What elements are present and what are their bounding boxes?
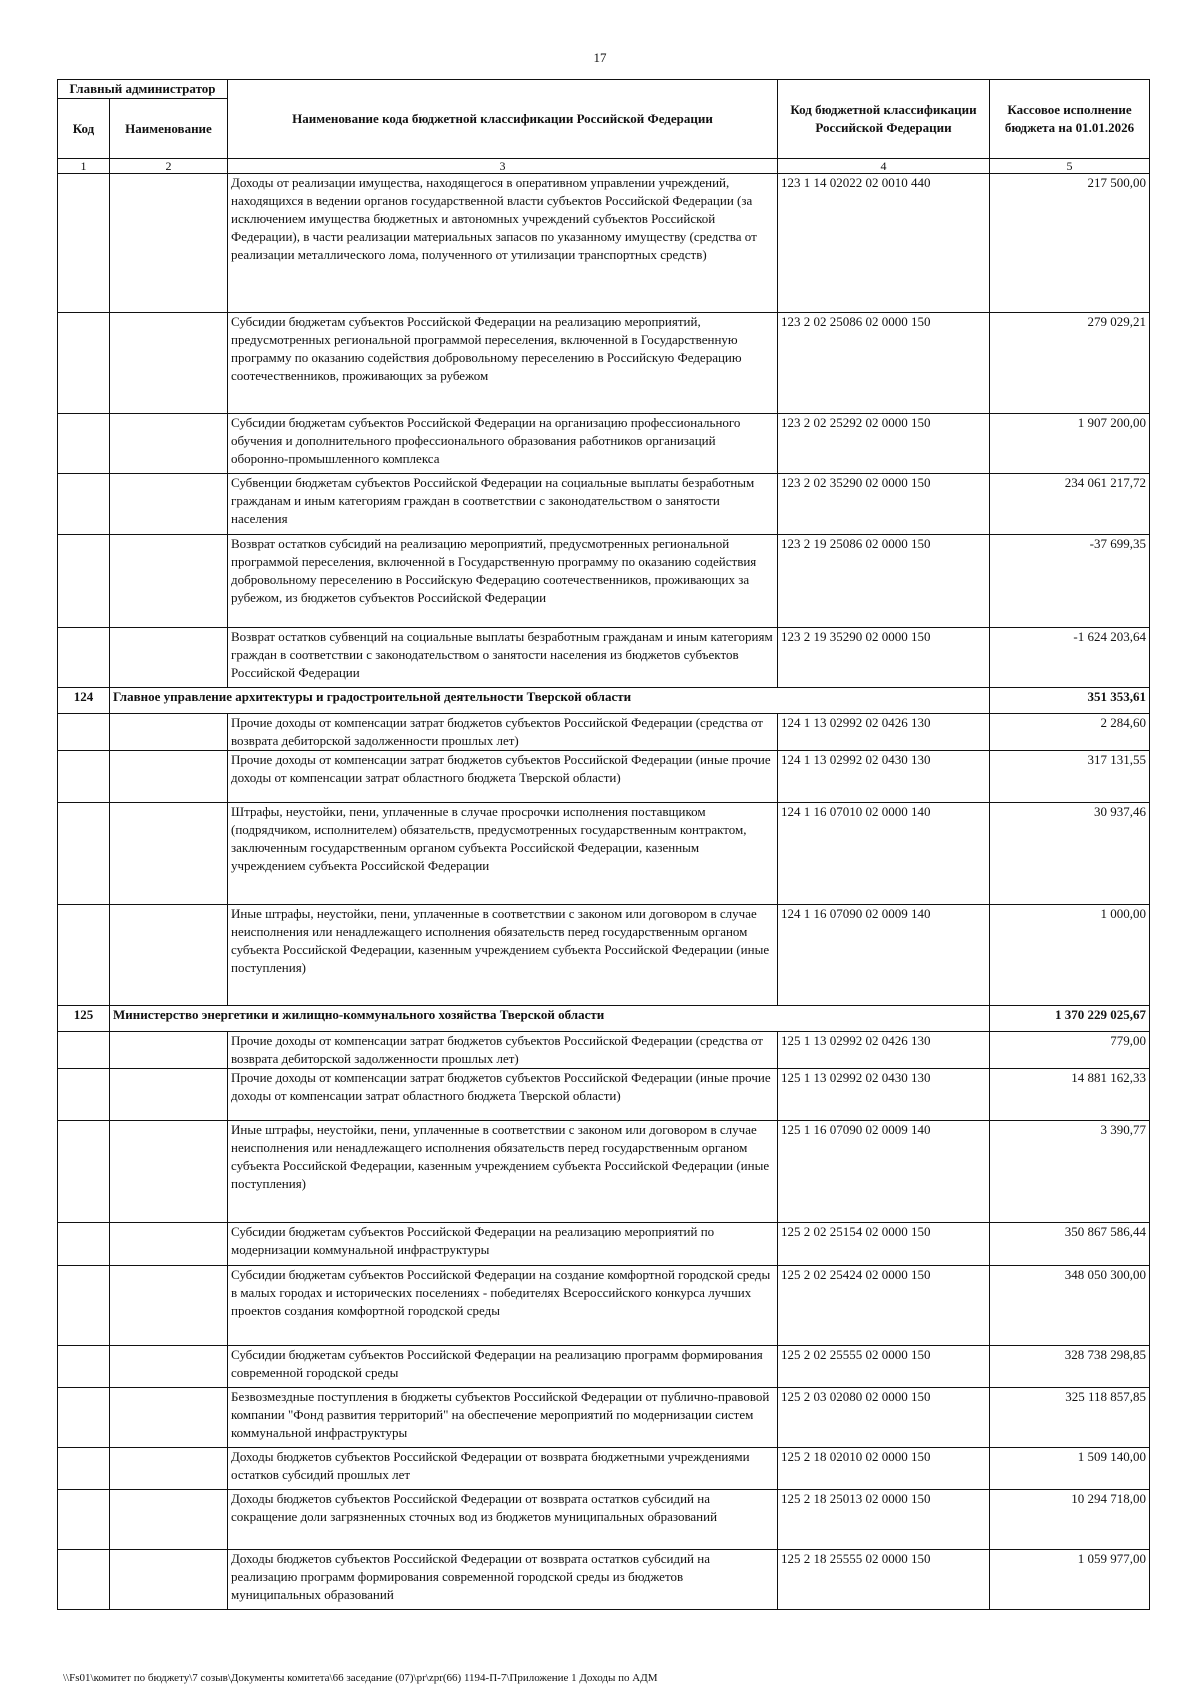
budget-classification-code: 124 1 13 02992 02 0430 130 bbox=[778, 751, 990, 803]
income-description: Субсидии бюджетам субъектов Российской Федерации на реализацию мероприятий по модернизации коммунальной инфраструктуры bbox=[228, 1223, 778, 1266]
group-total-amount: 351 353,61 bbox=[990, 688, 1150, 714]
income-item-row bbox=[58, 714, 1150, 751]
page-number: 17 bbox=[593, 50, 607, 65]
execution-amount: 234 061 217,72 bbox=[990, 474, 1150, 535]
administrator-group-row bbox=[58, 688, 1150, 714]
header-cash-execution: Кассовое исполнение бюджета на 01.01.2026 bbox=[990, 80, 1150, 159]
column-number-row bbox=[58, 159, 1150, 174]
empty-code-cell bbox=[58, 714, 110, 751]
execution-amount: 1 059 977,00 bbox=[990, 1550, 1150, 1610]
execution-amount: -1 624 203,64 bbox=[990, 628, 1150, 688]
income-description: Субсидии бюджетам субъектов Российской Федерации на организацию профессионального обучения и дополнительного профессионального образования работников организаций оборонно-промышленного комплекса bbox=[228, 414, 778, 474]
empty-code-cell bbox=[58, 1121, 110, 1223]
budget-classification-code: 125 2 02 25555 02 0000 150 bbox=[778, 1346, 990, 1388]
income-item-row bbox=[58, 414, 1150, 474]
administrator-name: Министерство энергетики и жилищно-коммунального хозяйства Тверской области bbox=[110, 1006, 990, 1032]
income-description: Прочие доходы от компенсации затрат бюджетов субъектов Российской Федерации (средства от возврата дебиторской задолженности прошлых лет) bbox=[228, 714, 778, 751]
empty-name-cell bbox=[110, 414, 228, 474]
execution-amount: 779,00 bbox=[990, 1032, 1150, 1069]
empty-name-cell bbox=[110, 1069, 228, 1121]
income-description: Безвозмездные поступления в бюджеты субъектов Российской Федерации от публично-правовой компании "Фонд развития территорий" на обеспечение мероприятий по модернизации систем коммунальной инфраструктуры bbox=[228, 1388, 778, 1448]
budget-classification-code: 123 2 02 25292 02 0000 150 bbox=[778, 414, 990, 474]
empty-name-cell bbox=[110, 535, 228, 628]
empty-code-cell bbox=[58, 751, 110, 803]
empty-name-cell bbox=[110, 474, 228, 535]
execution-amount: 328 738 298,85 bbox=[990, 1346, 1150, 1388]
execution-amount: 279 029,21 bbox=[990, 313, 1150, 414]
group-total-amount: 1 370 229 025,67 bbox=[990, 1006, 1150, 1032]
empty-code-cell bbox=[58, 1388, 110, 1448]
empty-name-cell bbox=[110, 1223, 228, 1266]
column-number: 4 bbox=[778, 159, 990, 174]
empty-code-cell bbox=[58, 535, 110, 628]
income-description: Возврат остатков субвенций на социальные выплаты безработным гражданам и иным категориям граждан в соответствии с законодательством о занятости населения из бюджетов субъектов Российской Федерации bbox=[228, 628, 778, 688]
execution-amount: 3 390,77 bbox=[990, 1121, 1150, 1223]
execution-amount: 30 937,46 bbox=[990, 803, 1150, 905]
budget-classification-code: 124 1 16 07010 02 0000 140 bbox=[778, 803, 990, 905]
budget-classification-code: 125 2 03 02080 02 0000 150 bbox=[778, 1388, 990, 1448]
execution-amount: 317 131,55 bbox=[990, 751, 1150, 803]
empty-code-cell bbox=[58, 1032, 110, 1069]
income-item-row bbox=[58, 1490, 1150, 1550]
income-item-row bbox=[58, 1121, 1150, 1223]
administrator-name: Главное управление архитектуры и градостроительной деятельности Тверской области bbox=[110, 688, 990, 714]
income-description: Возврат остатков субсидий на реализацию мероприятий, предусмотренных региональной программой переселения, включенной в Государственную программу по оказанию содействия добровольному переселению в Российскую Федерацию соотечественников, проживающих за рубежом, из бюджетов субъектов Российской Федерации bbox=[228, 535, 778, 628]
empty-name-cell bbox=[110, 1388, 228, 1448]
empty-code-cell bbox=[58, 1223, 110, 1266]
header-code: Код bbox=[58, 99, 110, 159]
income-item-row bbox=[58, 905, 1150, 1006]
income-item-row bbox=[58, 1550, 1150, 1610]
income-description: Субсидии бюджетам субъектов Российской Федерации на создание комфортной городской среды в малых городах и исторических поселениях - победителях Всероссийского конкурса лучших проектов создания комфортной городской среды bbox=[228, 1266, 778, 1346]
header-budget-code: Код бюджетной классификации Российской Федерации bbox=[778, 80, 990, 159]
table-header bbox=[58, 80, 1150, 174]
empty-name-cell bbox=[110, 1448, 228, 1490]
income-description: Прочие доходы от компенсации затрат бюджетов субъектов Российской Федерации (иные прочие доходы от компенсации затрат областного бюджета Тверской области) bbox=[228, 751, 778, 803]
income-item-row bbox=[58, 803, 1150, 905]
execution-amount: 1 000,00 bbox=[990, 905, 1150, 1006]
income-description: Субсидии бюджетам субъектов Российской Федерации на реализацию мероприятий, предусмотренных региональной программой переселения, включенной в Государственную программу по оказанию содействия добровольному переселению в Российскую Федерацию соотечественников, проживающих за рубежом bbox=[228, 313, 778, 414]
budget-classification-code: 125 1 13 02992 02 0426 130 bbox=[778, 1032, 990, 1069]
empty-name-cell bbox=[110, 174, 228, 313]
budget-classification-code: 124 1 13 02992 02 0426 130 bbox=[778, 714, 990, 751]
budget-classification-code: 125 2 02 25424 02 0000 150 bbox=[778, 1266, 990, 1346]
column-number: 3 bbox=[228, 159, 778, 174]
empty-name-cell bbox=[110, 1490, 228, 1550]
execution-amount: 1 907 200,00 bbox=[990, 414, 1150, 474]
income-description: Субсидии бюджетам субъектов Российской Федерации на реализацию программ формирования современной городской среды bbox=[228, 1346, 778, 1388]
budget-classification-code: 123 2 19 25086 02 0000 150 bbox=[778, 535, 990, 628]
income-item-row bbox=[58, 1069, 1150, 1121]
income-item-row bbox=[58, 1223, 1150, 1266]
empty-code-cell bbox=[58, 1490, 110, 1550]
income-description: Доходы бюджетов субъектов Российской Федерации от возврата бюджетными учреждениями остатков субсидий прошлых лет bbox=[228, 1448, 778, 1490]
budget-classification-code: 123 2 02 25086 02 0000 150 bbox=[778, 313, 990, 414]
empty-code-cell bbox=[58, 313, 110, 414]
execution-amount: -37 699,35 bbox=[990, 535, 1150, 628]
income-description: Доходы от реализации имущества, находящегося в оперативном управлении учреждений, находящихся в ведении органов государственной власти субъектов Российской Федерации (за исключением имущества бюджетных и автономных учреждений субъектов Российской Федерации), в части реализации материальных запасов по указанному имуществу (средства от реализации металлического лома, полученного от утилизации транспортных средств) bbox=[228, 174, 778, 313]
empty-name-cell bbox=[110, 313, 228, 414]
income-item-row bbox=[58, 1346, 1150, 1388]
execution-amount: 325 118 857,85 bbox=[990, 1388, 1150, 1448]
budget-classification-code: 123 2 02 35290 02 0000 150 bbox=[778, 474, 990, 535]
budget-classification-code: 123 2 19 35290 02 0000 150 bbox=[778, 628, 990, 688]
empty-name-cell bbox=[110, 1121, 228, 1223]
income-description: Прочие доходы от компенсации затрат бюджетов субъектов Российской Федерации (иные прочие доходы от компенсации затрат областного бюджета Тверской области) bbox=[228, 1069, 778, 1121]
budget-revenue-table bbox=[57, 79, 1150, 1610]
execution-amount: 348 050 300,00 bbox=[990, 1266, 1150, 1346]
column-number: 1 bbox=[58, 159, 110, 174]
budget-classification-code: 124 1 16 07090 02 0009 140 bbox=[778, 905, 990, 1006]
income-item-row bbox=[58, 313, 1150, 414]
empty-code-cell bbox=[58, 414, 110, 474]
execution-amount: 10 294 718,00 bbox=[990, 1490, 1150, 1550]
empty-code-cell bbox=[58, 1448, 110, 1490]
income-item-row bbox=[58, 1448, 1150, 1490]
budget-classification-code: 125 2 02 25154 02 0000 150 bbox=[778, 1223, 990, 1266]
execution-amount: 1 509 140,00 bbox=[990, 1448, 1150, 1490]
empty-name-cell bbox=[110, 1032, 228, 1069]
administrator-code: 125 bbox=[58, 1006, 110, 1032]
income-description: Прочие доходы от компенсации затрат бюджетов субъектов Российской Федерации (средства от возврата дебиторской задолженности прошлых лет) bbox=[228, 1032, 778, 1069]
administrator-group-row bbox=[58, 1006, 1150, 1032]
execution-amount: 217 500,00 bbox=[990, 174, 1150, 313]
column-number: 5 bbox=[990, 159, 1150, 174]
income-description: Штрафы, неустойки, пени, уплаченные в случае просрочки исполнения поставщиком (подрядчиком, исполнителем) обязательств, предусмотренных государственным контрактом, заключенным государственным органом субъекта Российской Федерации, казенным учреждением субъекта Российской Федерации bbox=[228, 803, 778, 905]
income-item-row bbox=[58, 1032, 1150, 1069]
empty-name-cell bbox=[110, 751, 228, 803]
empty-code-cell bbox=[58, 803, 110, 905]
income-item-row bbox=[58, 474, 1150, 535]
empty-code-cell bbox=[58, 1550, 110, 1610]
execution-amount: 2 284,60 bbox=[990, 714, 1150, 751]
budget-classification-code: 125 2 18 25555 02 0000 150 bbox=[778, 1550, 990, 1610]
income-description: Иные штрафы, неустойки, пени, уплаченные в соответствии с законом или договором в случае неисполнения или ненадлежащего исполнения обязательств перед государственным органом субъекта Российской Федерации, казенным учреждением субъекта Российской Федерации (иные поступления) bbox=[228, 905, 778, 1006]
budget-classification-code: 125 2 18 25013 02 0000 150 bbox=[778, 1490, 990, 1550]
table-body bbox=[58, 174, 1150, 1610]
execution-amount: 350 867 586,44 bbox=[990, 1223, 1150, 1266]
budget-classification-code: 125 1 16 07090 02 0009 140 bbox=[778, 1121, 990, 1223]
empty-name-cell bbox=[110, 1266, 228, 1346]
income-description: Доходы бюджетов субъектов Российской Федерации от возврата остатков субсидий на сокращение доли загрязненных сточных вод из бюджетов муниципальных образований bbox=[228, 1490, 778, 1550]
empty-name-cell bbox=[110, 714, 228, 751]
empty-code-cell bbox=[58, 1266, 110, 1346]
header-name: Наименование bbox=[110, 99, 228, 159]
empty-name-cell bbox=[110, 1346, 228, 1388]
income-item-row bbox=[58, 628, 1150, 688]
empty-name-cell bbox=[110, 905, 228, 1006]
header-classification-name: Наименование кода бюджетной классификации Российской Федерации bbox=[228, 80, 778, 159]
empty-name-cell bbox=[110, 628, 228, 688]
income-description: Иные штрафы, неустойки, пени, уплаченные в соответствии с законом или договором в случае неисполнения или ненадлежащего исполнения обязательств перед государственным органом субъекта Российской Федерации, казенным учреждением субъекта Российской Федерации (иные поступления) bbox=[228, 1121, 778, 1223]
empty-code-cell bbox=[58, 1069, 110, 1121]
column-number: 2 bbox=[110, 159, 228, 174]
income-item-row bbox=[58, 1388, 1150, 1448]
income-item-row bbox=[58, 174, 1150, 313]
empty-code-cell bbox=[58, 628, 110, 688]
footer-file-path: \\Fs01\комитет по бюджету\7 созыв\Документы комитета\66 заседание (07)\pr\zpr(66) 1194-П-7\Приложение 1 Доходы по АДМ bbox=[63, 1672, 658, 1684]
empty-name-cell bbox=[110, 803, 228, 905]
budget-classification-code: 125 2 18 02010 02 0000 150 bbox=[778, 1448, 990, 1490]
empty-name-cell bbox=[110, 1550, 228, 1610]
empty-code-cell bbox=[58, 1346, 110, 1388]
income-item-row bbox=[58, 1266, 1150, 1346]
empty-code-cell bbox=[58, 174, 110, 313]
empty-code-cell bbox=[58, 474, 110, 535]
income-description: Доходы бюджетов субъектов Российской Федерации от возврата остатков субсидий на реализацию программ формирования современной городской среды из бюджетов муниципальных образований bbox=[228, 1550, 778, 1610]
income-item-row bbox=[58, 535, 1150, 628]
budget-classification-code: 125 1 13 02992 02 0430 130 bbox=[778, 1069, 990, 1121]
execution-amount: 14 881 162,33 bbox=[990, 1069, 1150, 1121]
header-chief-administrator: Главный администратор bbox=[58, 80, 228, 99]
income-item-row bbox=[58, 751, 1150, 803]
budget-classification-code: 123 1 14 02022 02 0010 440 bbox=[778, 174, 990, 313]
administrator-code: 124 bbox=[58, 688, 110, 714]
income-description: Субвенции бюджетам субъектов Российской Федерации на социальные выплаты безработным гражданам и иным категориям граждан в соответствии с законодательством о занятости населения bbox=[228, 474, 778, 535]
empty-code-cell bbox=[58, 905, 110, 1006]
